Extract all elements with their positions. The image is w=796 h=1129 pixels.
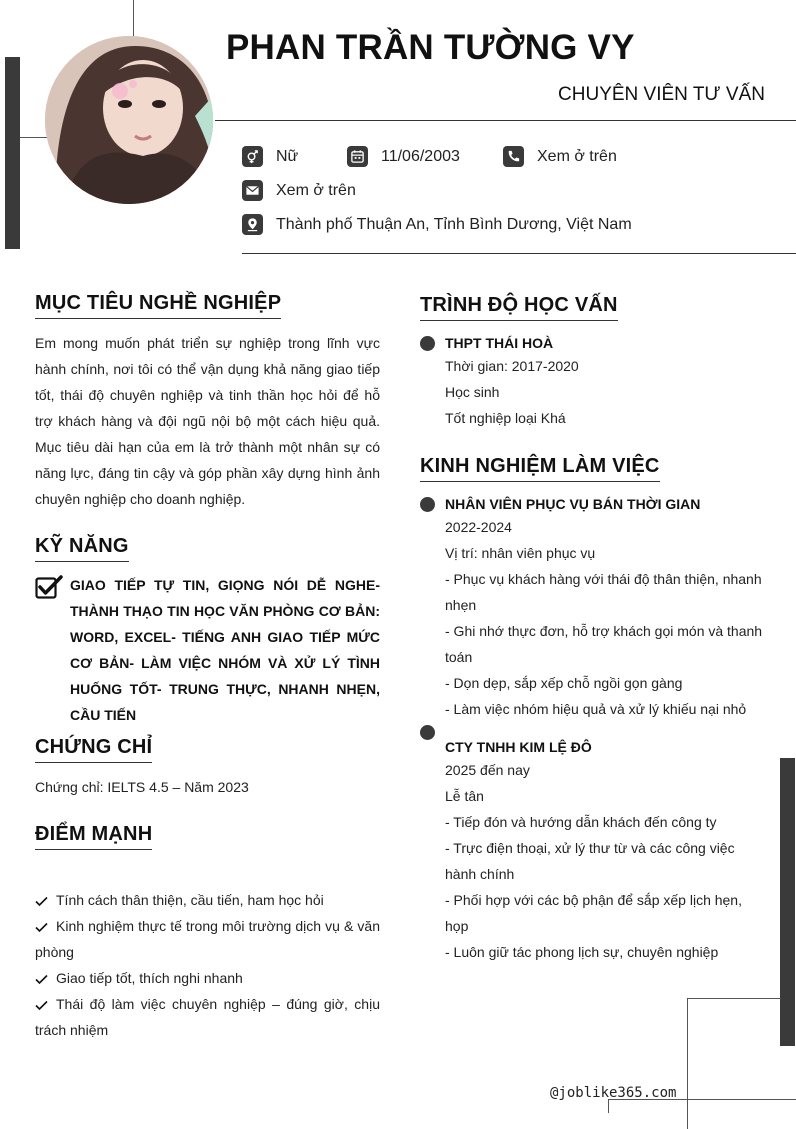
location-icon: [242, 214, 263, 235]
email-value: Xem ở trên: [276, 181, 356, 199]
candidate-role: CHUYÊN VIÊN TƯ VẤN: [558, 84, 765, 105]
job-duty: - Phối hợp với các bộ phận để sắp xếp lịch hẹn, họp: [445, 892, 742, 934]
list-item: Tính cách thân thiện, cầu tiến, ham học hỏi: [35, 887, 380, 913]
left-accent-bar: [5, 57, 20, 249]
strengths-list: [35, 887, 380, 1043]
education-status: Học sinh: [445, 384, 500, 400]
job-entry: [445, 737, 765, 965]
job-duty: - Trực điện thoại, xử lý thư từ và các công việc hành chính: [445, 840, 735, 882]
job-duty: - Tiếp đón và hướng dẫn khách đến công ty: [445, 814, 717, 830]
job-period: 2025 đến nay: [445, 762, 530, 778]
job-title: CTY TNHH KIM LỆ ĐÔ: [445, 739, 592, 755]
job-duty: - Dọn dẹp, sắp xếp chỗ ngồi gọn gàng: [445, 675, 683, 691]
job-title: NHÂN VIÊN PHỤC VỤ BÁN THỜI GIAN: [445, 496, 701, 512]
contact-gender: [242, 146, 298, 167]
check-icon: [35, 913, 49, 939]
job-position: Vị trí: nhân viên phục vụ: [445, 545, 596, 561]
check-icon: [35, 965, 49, 991]
timeline-dot: [420, 336, 435, 351]
contact-address: [242, 214, 632, 235]
contact-phone[interactable]: [503, 146, 617, 167]
list-item: Giao tiếp tốt, thích nghi nhanh: [35, 965, 380, 991]
job-duty: - Phục vụ khách hàng với thái độ thân thiện, nhanh nhẹn: [445, 571, 762, 613]
education-heading: TRÌNH ĐỘ HỌC VẤN: [420, 294, 618, 321]
gender-value: Nữ: [276, 147, 299, 165]
education-time: Thời gian: 2017-2020: [445, 358, 579, 374]
corner-frame: [687, 998, 781, 1129]
gender-icon: [242, 146, 263, 167]
watermark: @joblike365.com: [550, 1085, 677, 1101]
phone-icon: [503, 146, 524, 167]
birthdate-value: 11/06/2003: [381, 147, 460, 165]
job-duty: - Ghi nhớ thực đơn, hỗ trợ khách gọi món và thanh toán: [445, 623, 763, 665]
right-accent-bar: [780, 758, 795, 1046]
phone-value: Xem ở trên: [537, 147, 617, 165]
list-item: Kinh nghiệm thực tế trong môi trường dịch vụ & văn phòng: [35, 913, 380, 965]
certificate-text: Chứng chỉ: IELTS 4.5 – Năm 2023: [35, 779, 249, 795]
header-divider-top: [215, 120, 796, 121]
email-icon: [242, 180, 263, 201]
timeline-dot: [420, 497, 435, 512]
objective-heading: MỤC TIÊU NGHỀ NGHIỆP: [35, 292, 281, 319]
avatar: [45, 36, 213, 204]
avatar-photo: [45, 36, 213, 204]
check-icon: [35, 991, 49, 1017]
header-divider-bottom: [242, 253, 796, 254]
objective-text: Em mong muốn phát triển sự nghiệp trong lĩnh vực hành chính, nơi tôi có thể vận dụng khả năng giao tiếp tốt, thái độ chuyên nghiệp và tinh thần học hỏi để hỗ trợ khách hàng và đội ngũ nội bộ một cách hiệu quả. Mục tiêu dài hạn của em là trở thành một nhân sự có năng lực, đáng tin cậy và góp phần xây dựng hình ảnh chuyên nghiệp cho doanh nghiệp.: [35, 335, 380, 507]
check-icon: [35, 887, 49, 913]
job-duty: - Làm việc nhóm hiệu quả và xử lý khiếu nại nhỏ: [445, 701, 747, 717]
job-duty: - Luôn giữ tác phong lịch sự, chuyên nghiệp: [445, 944, 719, 960]
top-vertical-line: [133, 0, 134, 38]
list-item: Thái độ làm việc chuyên nghiệp – đúng giờ, chịu trách nhiệm: [35, 991, 380, 1043]
address-value: Thành phố Thuận An, Tỉnh Bình Dương, Việt Nam: [276, 215, 632, 233]
job-position: Lễ tân: [445, 788, 484, 804]
job-entry: [445, 494, 765, 722]
strengths-heading: ĐIỂM MẠNH: [35, 823, 152, 850]
skills-text: GIAO TIẾP TỰ TIN, GIỌNG NÓI DỄ NGHE- THÀNH THẠO TIN HỌC VĂN PHÒNG CƠ BẢN: WORD, EXCEL- TIẾNG ANH GIAO TIẾP MỨC CƠ BẢN- LÀM VIỆC NHÓM VÀ XỬ LÝ TÌNH HUỐNG TỐT- TRUNG THỰC, NHANH NHẸN, CẦU TIẾN: [70, 577, 380, 723]
skills-heading: KỸ NĂNG: [35, 535, 129, 562]
certificates-heading: CHỨNG CHỈ: [35, 736, 152, 763]
checkbox-icon: [35, 575, 63, 599]
contact-email[interactable]: [242, 180, 356, 201]
timeline-dot: [420, 725, 435, 740]
left-horizontal-line: [20, 137, 47, 138]
bottom-short-vertical: [608, 1099, 609, 1113]
experience-heading: KINH NGHIỆM LÀM VIỆC: [420, 455, 660, 482]
calendar-icon: [347, 146, 368, 167]
school-name: THPT THÁI HOÀ: [445, 335, 554, 351]
education-entry: [445, 333, 765, 431]
job-period: 2022-2024: [445, 519, 512, 535]
contact-birthdate: [347, 146, 460, 167]
candidate-name: PHAN TRẦN TƯỜNG VY: [226, 28, 635, 67]
education-result: Tốt nghiệp loại Khá: [445, 410, 566, 426]
